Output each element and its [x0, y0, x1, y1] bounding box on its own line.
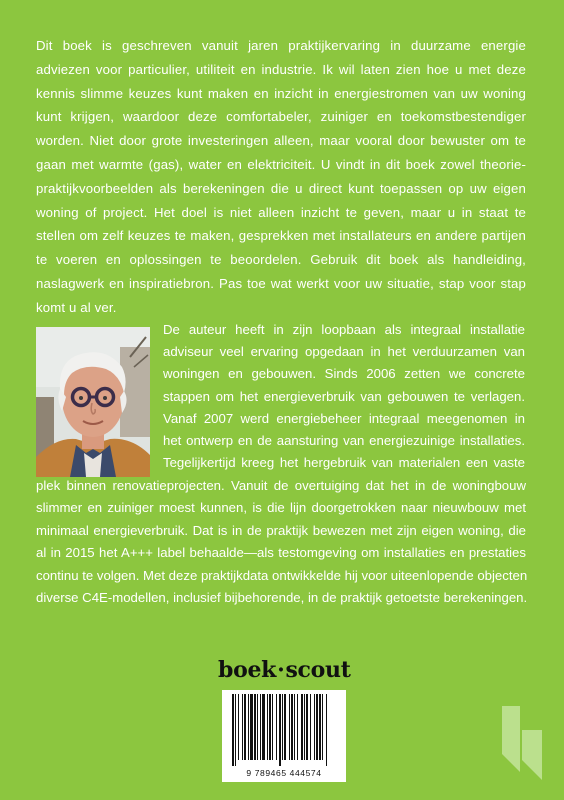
barcode-bar: [262, 694, 265, 760]
bio-line: stappen om het energieverbruik van gebouwen te verlagen.: [163, 389, 525, 404]
publisher-name-part: scout: [285, 657, 351, 683]
barcode-bar: [322, 694, 323, 760]
bio-line: De auteur heeft in zijn loopbaan als integraal installatie: [163, 322, 525, 337]
barcode-bar: [319, 694, 321, 760]
publisher-separator: ·: [277, 657, 285, 683]
barcode-bar: [316, 694, 318, 760]
isbn-number: 9 789465 444574: [246, 768, 322, 778]
bio-line: al in 2015 het A+++ label behaalde—als testomgeving om installaties en prestaties: [36, 545, 526, 560]
barcode-bar: [289, 694, 290, 760]
barcode-bar: [232, 694, 234, 766]
bio-line: het ontwerp en de aansturing van energiezuinige installaties.: [163, 433, 525, 448]
author-portrait-image: [36, 327, 150, 477]
publisher-logo: [218, 657, 351, 685]
bio-line: slimmer en zuiniger moest kunnen, is die lijn doorgetrokken naar nieuwbouw met: [36, 500, 526, 515]
barcode-bar: [301, 694, 303, 760]
barcode-bar: [267, 694, 268, 760]
barcode-bar: [272, 694, 273, 760]
barcode-bar: [269, 694, 271, 760]
barcode-bar: [294, 694, 295, 760]
barcode-bar: [284, 694, 286, 760]
barcode-bar: [250, 694, 253, 760]
barcode-bar: [291, 694, 293, 760]
barcode-bar: [257, 694, 258, 760]
barcode-bar: [254, 694, 256, 760]
bio-line: minimaal energieverbruik. Dat is in de praktijk bewezen met zijn eigen woning, die: [36, 523, 526, 538]
barcode-bar: [282, 694, 283, 760]
barcode-bar: [279, 694, 281, 766]
author-photo: [36, 327, 150, 477]
barcode-bar: [304, 694, 305, 760]
bio-line: continu te volgen. Met deze praktijkdata ontwikkelde hij voor uiteenlopende objecten: [36, 568, 528, 583]
barcode-bar: [297, 694, 298, 760]
barcode-bar: [276, 694, 277, 760]
barcode-bars: [222, 690, 346, 766]
bio-line: diverse C4E-modellen, inclusief bijbehorende, in de praktijk getoetste berekeningen.: [36, 590, 528, 605]
isbn-barcode: [222, 690, 346, 782]
barcode-bar: [248, 694, 249, 760]
bio-line: adviseur veel ervaring opgedaan in het verduurzamen van: [163, 344, 525, 359]
publisher-name-part: boek: [218, 657, 277, 683]
barcode-bar: [310, 694, 311, 760]
barcode-bar: [244, 694, 246, 760]
bio-line: Tegelijkertijd kreeg het hergebruik van materialen een vaste: [163, 455, 525, 470]
barcode-bar: [306, 694, 308, 760]
intro-paragraph: Dit boek is geschreven vanuit jaren praktijkervaring in duurzame energie adviezen voor particulier, utiliteit en industrie. Ik wil laten zien hoe u met deze kennis slimme keuzes kunt maken en inzicht in energiestromen van uw woning kunt krijgen, waardoor deze comfortabeler, zuiniger en toekomstbestendiger worden. Niet door grote investeringen alleen, maar vooral door bewuster om te gaan met warmte (gas), water en elektriciteit. U vindt in dit boek zowel theorie- praktijkvoorbeelden als berekeningen die u direct kunt toepassen op uw eigen woning of project. Het doel is niet alleen inzicht te geven, maar u in staat te stellen om zelf keuzes te maken, gesprekken met installateurs en andere partijen te voeren en oplossingen te beoordelen. Gebruik dit boek als handleiding, naslagwerk en inspiratiebron. Pas toe wat werkt voor uw situatie, stap voor stap komt u al ver.: [36, 38, 526, 315]
bio-line: plek binnen renovatieprojecten. Vanuit de overtuiging dat het in de woningbouw: [36, 478, 526, 493]
publisher-mark-icon: [496, 702, 548, 784]
bio-line: Vanaf 2007 werd energiebeheer integraal meegenomen in: [163, 411, 525, 426]
bio-line: woningen en gebouwen. Sinds 2006 zetten we concrete: [163, 366, 525, 381]
barcode-bar: [260, 694, 261, 760]
barcode-bar: [235, 694, 236, 766]
barcode-bar: [242, 694, 243, 760]
barcode-bar: [314, 694, 315, 760]
barcode-bar: [238, 694, 239, 760]
barcode-bar: [326, 694, 327, 766]
